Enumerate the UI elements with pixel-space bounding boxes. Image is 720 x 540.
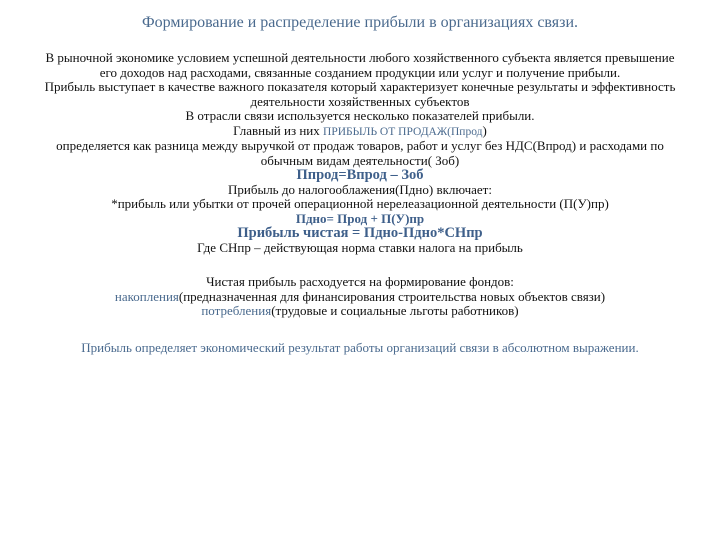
paragraph-pretax-profit: Прибыль до налогооблажения(Пдно) включает: — [228, 181, 492, 197]
main-indicator-prefix: Главный из них — [233, 122, 324, 138]
consumption-label: потребления — [201, 303, 272, 318]
slide-title: Формирование и распределение прибыли в организациях связи. — [141, 14, 579, 31]
paragraph-net-profit-usage: Чистая прибыль расходуется на формирование фондов: — [206, 274, 514, 289]
accumulation-desc: (предназначенная для финансирования строительства новых объектов связи) — [178, 288, 606, 304]
paragraph-definition: определяется как разница между выручкой от продаж товаров, работ и услуг без НДС(Впрод) и расходами по обычным видам деятельности( Зоб) — [56, 138, 664, 168]
consumption-desc: (трудовые и социальные льготы работников) — [271, 303, 519, 318]
accumulation-label: накопления — [114, 288, 179, 304]
paragraph-profit-indicator: Прибыль выступает в качестве важного показателя который характеризует конечные результаты и эффективность деятельности хозяйственных субъектов — [44, 79, 676, 109]
formula-sales-profit: Ппрод=Впрод – Зоб — [296, 167, 424, 183]
paragraph-consumption — [36, 304, 684, 319]
paragraph-conclusion: Прибыль определяет экономический результат работы организаций связи в абсолютном выражении. — [81, 339, 639, 355]
main-indicator-suffix: ) — [482, 122, 487, 138]
paragraph-main-indicator — [36, 124, 684, 140]
paragraph-accumulation — [36, 290, 684, 305]
paragraph-tax-rate: Где СНпр – действующая норма ставки налога на прибыль — [197, 239, 523, 255]
slide-body — [36, 51, 684, 355]
paragraph-industry-indicators: В отрасли связи используется несколько показателей прибыли. — [185, 108, 535, 123]
spacer — [36, 255, 684, 275]
formula-net-profit: Прибыль чистая = Пдно-Пдно*СНпр — [237, 225, 483, 241]
paragraph-other-income: *прибыль или убытки от прочей операционной нерелеазационной деятельности (П(У)пр) — [111, 196, 609, 211]
paragraph-market-economy: В рыночной экономике условием успешной деятельности любого хозяйственного субъекта является превышение его доходов над расходами, связанные созданием продукции или услуг и получение прибыли. — [45, 50, 675, 80]
formula-pretax: Пдно= Прод + П(У)пр — [295, 210, 425, 226]
main-indicator-highlight: ПРИБЫЛЬ ОТ ПРОДАЖ(Ппрод — [323, 125, 483, 138]
